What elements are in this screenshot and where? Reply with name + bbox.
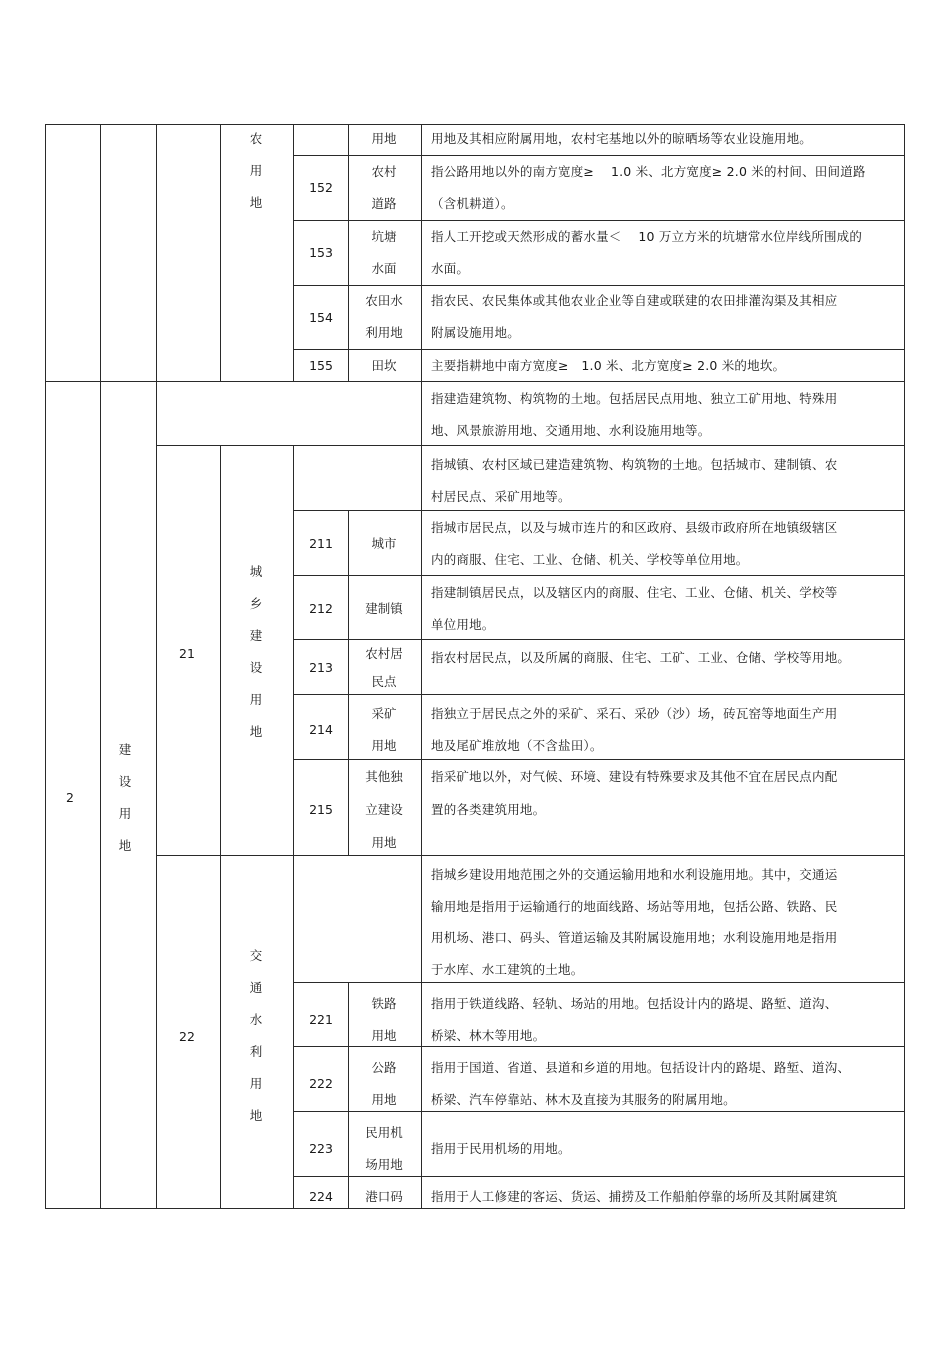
code-213: 213 (309, 660, 333, 675)
table-rule (293, 285, 905, 286)
desc-153-l1: 指人工开挖或天然形成的蓄水量＜ 10 万立方米的坑塘常水位岸线所围成的 (431, 229, 863, 244)
desc-215-l1: 指采矿地以外，对气候、环境、建设有特殊要求及其他不宜在居民点内配 (431, 769, 838, 784)
table-rule (293, 510, 905, 511)
cat21-code: 21 (179, 646, 195, 661)
class1-char-3: 地 (249, 195, 263, 210)
desc-222-l2: 桥梁、汽车停靠站、林木及直接为其服务的附属用地。 (431, 1092, 736, 1107)
cat21-desc-l1: 指城镇、农村区域已建造建筑物、构筑物的土地。包括城市、建制镇、农 (431, 457, 838, 472)
desc-224: 指用于人工修建的客运、货运、捕捞及工作船舶停靠的场所及其附属建筑 (431, 1189, 838, 1204)
cat22-desc-l3: 用机场、港口、码头、管道运输及其附属设施用地；水利设施用地是指用 (431, 930, 838, 945)
table-rule (348, 510, 349, 856)
desc-212-l2: 单位用地。 (431, 617, 495, 632)
cat2-name-2: 设 (118, 774, 132, 789)
cat22-name-6: 地 (249, 1108, 263, 1123)
name-153-l2: 水面 (371, 261, 397, 276)
cat2-code: 2 (66, 790, 74, 805)
desc-211-l2: 内的商服、住宅、工业、仓储、机关、学校等单位用地。 (431, 552, 749, 567)
code-212: 212 (309, 601, 333, 616)
table-rule (293, 639, 905, 640)
cat21-name-4: 设 (249, 660, 263, 675)
cat2-name-4: 地 (118, 838, 132, 853)
col-rule (156, 124, 157, 1209)
row-yongdi-desc: 用地及其相应附属用地，农村宅基地以外的晾晒场等农业设施用地。 (431, 131, 813, 146)
code-152: 152 (309, 180, 333, 195)
name-214-l2: 用地 (371, 738, 397, 753)
table-rule (421, 381, 422, 1209)
code-224: 224 (309, 1189, 333, 1204)
name-221-l1: 铁路 (371, 996, 397, 1011)
cat22-desc-l1: 指城乡建设用地范围之外的交通运输用地和水利设施用地。其中，交通运 (431, 867, 838, 882)
name-155: 田坎 (371, 358, 397, 373)
name-223-l1: 民用机 (365, 1125, 403, 1140)
desc-211-l1: 指城市居民点，以及与城市连片的和区政府、县级市政府所在地镇级辖区 (431, 520, 838, 535)
name-153-l1: 坑塘 (371, 229, 397, 244)
desc-212-l1: 指建制镇居民点，以及辖区内的商服、住宅、工业、仓储、机关、学校等 (431, 585, 838, 600)
table-rule (293, 1111, 905, 1112)
cat22-name-5: 用 (249, 1076, 263, 1091)
name-223-l2: 场用地 (365, 1157, 403, 1172)
desc-213-l1: 指农村居民点，以及所属的商服、住宅、工矿、工业、仓储、学校等用地。 (431, 650, 851, 665)
name-222-l1: 公路 (371, 1060, 397, 1075)
desc-154-l2: 附属设施用地。 (431, 325, 520, 340)
name-152-l2: 道路 (371, 196, 397, 211)
name-154-l1: 农田水 (365, 293, 403, 308)
name-212: 建制镇 (365, 601, 403, 616)
desc-222-l1: 指用于国道、省道、县道和乡道的用地。包括设计内的路堤、路堑、道沟、 (431, 1060, 851, 1075)
class1-char-1: 农 (249, 131, 263, 146)
table-bottom-border (45, 1208, 905, 1209)
desc-223: 指用于民用机场的用地。 (431, 1141, 571, 1156)
desc-215-l2: 置的各类建筑用地。 (431, 802, 546, 817)
table-rule (293, 575, 905, 576)
table-rule (293, 155, 905, 156)
code-155: 155 (309, 358, 333, 373)
code-222: 222 (309, 1076, 333, 1091)
cat21-name-1: 城 (249, 564, 263, 579)
table-top-border (45, 124, 905, 125)
desc-154-l1: 指农民、农民集体或其他农业企业等自建或联建的农田排灌沟渠及其相应 (431, 293, 838, 308)
table-left-border (45, 124, 46, 1209)
row-yongdi-name: 用地 (371, 131, 397, 146)
table-rule (293, 1176, 905, 1177)
table-rule (348, 124, 349, 382)
cat2-desc-l1: 指建造建筑物、构筑物的土地。包括居民点用地、独立工矿用地、特殊用 (431, 391, 838, 406)
table-rule (220, 124, 221, 382)
name-213-l1: 农村居 (365, 646, 403, 661)
table-rule (293, 220, 905, 221)
name-221-l2: 用地 (371, 1028, 397, 1043)
table-rule (348, 982, 349, 1209)
table-rule (293, 982, 905, 983)
desc-221-l2: 桥梁、林木等用地。 (431, 1028, 546, 1043)
table-rule (293, 982, 294, 1209)
class1-char-2: 用 (249, 163, 263, 178)
cat21-name-5: 用 (249, 692, 263, 707)
code-215: 215 (309, 802, 333, 817)
cat2-name-3: 用 (118, 806, 132, 821)
cat2-name-1: 建 (118, 742, 132, 757)
section-rule (156, 855, 905, 856)
name-154-l2: 利用地 (365, 325, 403, 340)
cat22-name-3: 水 (249, 1012, 263, 1027)
table-rule (156, 445, 905, 446)
code-154: 154 (309, 310, 333, 325)
name-215-l3: 用地 (371, 835, 397, 850)
code-153: 153 (309, 245, 333, 260)
cat21-name-3: 建 (249, 628, 263, 643)
table-rule (220, 445, 221, 1209)
cat2-desc-l2: 地、风景旅游用地、交通用地、水利设施用地等。 (431, 423, 711, 438)
table-rule (293, 124, 294, 382)
desc-214-l1: 指独立于居民点之外的采矿、采石、采砂（沙）场，砖瓦窑等地面生产用 (431, 706, 838, 721)
name-215-l2: 立建设 (365, 802, 403, 817)
col-rule (100, 124, 101, 1209)
table-rule (421, 124, 422, 382)
name-211: 城市 (371, 536, 397, 551)
cat22-name-4: 利 (249, 1044, 263, 1059)
cat22-name-1: 交 (249, 948, 263, 963)
desc-153-l2: 水面。 (431, 261, 470, 276)
code-221: 221 (309, 1012, 333, 1027)
table-rule (293, 855, 294, 983)
code-223: 223 (309, 1141, 333, 1156)
table-rule (293, 1046, 905, 1047)
name-152-l1: 农村 (371, 164, 397, 179)
cat21-name-6: 地 (249, 724, 263, 739)
desc-214-l2: 地及尾矿堆放地（不含盐田）。 (431, 738, 603, 753)
desc-221-l1: 指用于铁道线路、轻轨、场站的用地。包括设计内的路堤、路堑、道沟、 (431, 996, 838, 1011)
cat22-desc-l2: 输用地是指用于运输通行的地面线路、场站等用地，包括公路、铁路、民 (431, 899, 838, 914)
cat22-code: 22 (179, 1029, 195, 1044)
code-211: 211 (309, 536, 333, 551)
desc-152-l2: （含机耕道）。 (431, 196, 514, 211)
table-rule (293, 694, 905, 695)
name-213-l2: 民点 (371, 674, 397, 689)
name-214-l1: 采矿 (371, 706, 397, 721)
table-rule (293, 349, 905, 350)
cat21-name-2: 乡 (249, 596, 263, 611)
desc-152-l1: 指公路用地以外的南方宽度≥ 1.0 米、北方宽度≥ 2.0 米的村间、田间道路 (431, 164, 866, 179)
table-rule (293, 510, 294, 856)
cat22-name-2: 通 (249, 980, 263, 995)
cat21-desc-l2: 村居民点、采矿用地等。 (431, 489, 571, 504)
cat22-desc-l4: 于水库、水工建筑的土地。 (431, 962, 584, 977)
table-rule (293, 759, 905, 760)
name-215-l1: 其他独 (365, 769, 403, 784)
section-rule (45, 381, 905, 382)
desc-155: 主要指耕地中南方宽度≥ 1.0 米、北方宽度≥ 2.0 米的地坎。 (431, 358, 786, 373)
table-rule (293, 445, 294, 511)
name-224: 港口码 (365, 1189, 403, 1204)
code-214: 214 (309, 722, 333, 737)
name-222-l2: 用地 (371, 1092, 397, 1107)
